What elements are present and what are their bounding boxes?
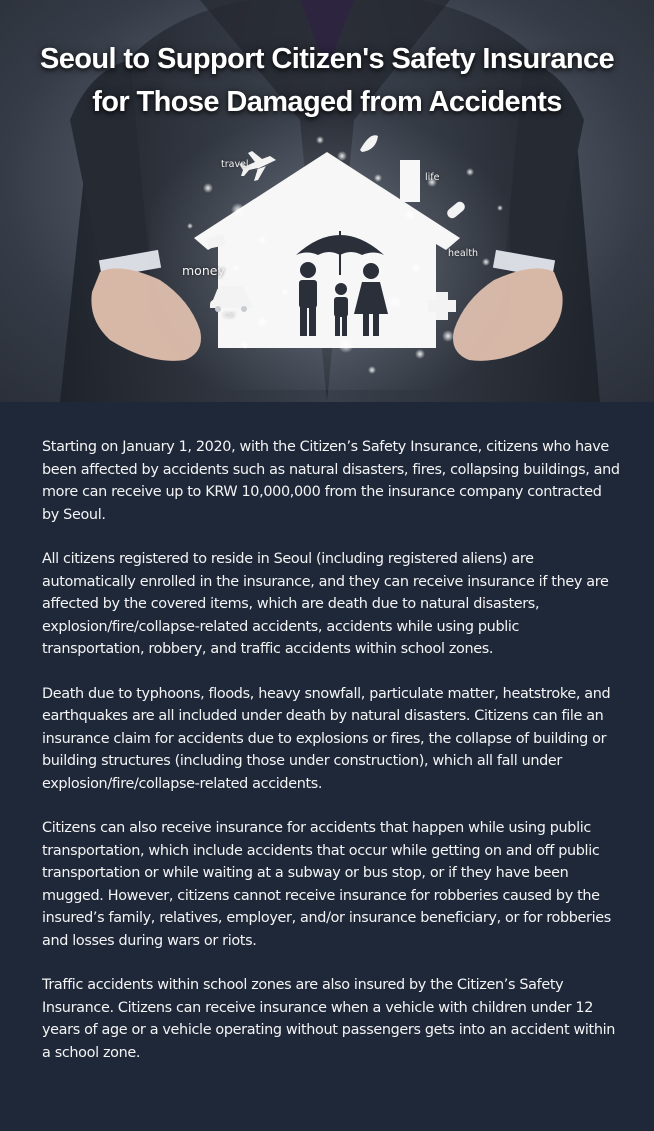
article-body <box>42 436 620 1086</box>
paragraph-5: Traffic accidents within school zones are also insured by the Citizen’s Safety Insurance. Citizens can receive insurance when a vehicle with children under 12 years of age or a vehicle operating without passengers gets into an accident within a school zone. <box>42 977 616 1061</box>
label-money: money <box>182 263 225 278</box>
paragraph-4: Citizens can also receive insurance for accidents that happen while using public transportation, which include accidents that occur while getting on and off public transportation or while waiting at a subway or bus stop, or if they have been mugged. However, citizens cannot receive insurance for robberies caused by the insured’s family, relatives, employer, and/or insurance beneficiary, or for robberies and losses during wars or riots. <box>42 820 611 949</box>
paragraph-1: Starting on January 1, 2020, with the Citizen’s Safety Insurance, citizens who have been affected by accidents such as natural disasters, fires, collapsing buildings, and more can receive up to KRW 10,000,000 from the insurance company contracted by Seoul. <box>42 439 620 523</box>
paragraph-2: All citizens registered to reside in Seoul (including registered aliens) are automatically enrolled in the insurance, and they can receive insurance if they are affected by the covered items, which are death due to natural disasters, explosion/fire/collapse-related accidents, accidents while using public transportation, robbery, and traffic accidents within school zones. <box>42 551 609 657</box>
paragraph-3: Death due to typhoons, floods, heavy snowfall, particulate matter, heatstroke, and earthquakes are all included under death by natural disasters. Citizens can file an insurance claim for accidents due to explosions or fires, the collapse of building or building structures (including those under construction), which all fall under explosion/fire/collapse-related accidents. <box>42 685 611 792</box>
label-travel: travel <box>221 159 249 170</box>
label-health: health <box>448 248 479 259</box>
label-car: car <box>224 311 236 319</box>
title-line-1: Seoul to Support Citizen's Safety Insurance <box>39 43 615 75</box>
page-title <box>0 38 654 124</box>
title-line-2: for Those Damaged from Accidents <box>92 86 562 118</box>
label-life: life <box>425 172 440 183</box>
hero-image <box>0 0 654 402</box>
